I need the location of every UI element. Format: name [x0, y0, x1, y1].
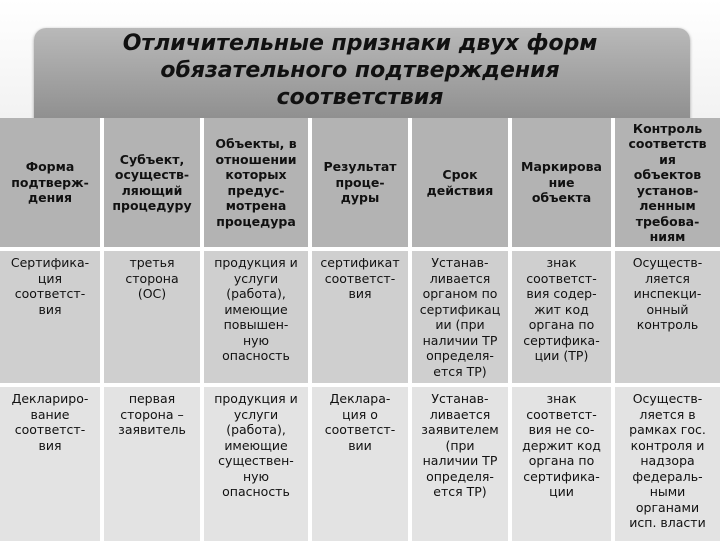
cell-line: Контроль — [632, 120, 703, 136]
table-cell — [510, 249, 613, 385]
cell-line: Субъект, — [119, 151, 185, 167]
cell-line: контроля и — [630, 437, 705, 453]
cell-line: осуществ- — [114, 167, 190, 182]
cell-line: ляется — [645, 270, 690, 286]
cell-line: вия — [38, 437, 62, 453]
table-cell — [202, 249, 310, 385]
cell-line: которых — [225, 167, 287, 182]
cell-line: ции — [549, 484, 574, 499]
header-cell — [613, 118, 720, 249]
cell-line: знак — [546, 391, 577, 406]
cell-line: ние — [548, 174, 575, 190]
cell-line: процедура — [216, 213, 296, 229]
cell-line: соответст- — [14, 286, 86, 301]
cell-line: жит код — [534, 301, 589, 317]
cell-line: проце- — [335, 174, 385, 190]
cell-line: сторона – — [120, 406, 184, 422]
cell-line: соответст- — [526, 270, 597, 286]
cell-line: вание — [30, 406, 70, 422]
cell-line: федераль- — [632, 468, 703, 484]
cell-line: соответст- — [526, 406, 597, 422]
cell-line: ляющий — [121, 182, 183, 198]
cell-line: первая — [128, 391, 176, 406]
cell-line: Устанав- — [431, 255, 489, 270]
cell-line: Маркирова — [521, 159, 602, 175]
cell-line: существен- — [218, 453, 294, 468]
cell-line: (ОС) — [137, 286, 167, 301]
cell-line: ется ТР) — [433, 484, 487, 499]
table-cell — [613, 249, 720, 385]
header-cell — [310, 118, 410, 249]
cell-line: сертифика- — [523, 332, 600, 348]
table-cell — [310, 249, 410, 385]
table-row — [0, 249, 720, 385]
cell-line: ция — [37, 270, 63, 286]
cell-line: (работа), — [226, 286, 286, 301]
cell-line: услуги — [233, 270, 279, 286]
table-cell — [613, 385, 720, 541]
header-cell — [102, 118, 202, 249]
cell-line: вия не со- — [528, 422, 595, 437]
cell-line: знак — [546, 255, 577, 270]
cell-line: продукция и — [214, 391, 298, 406]
cell-line: Деклариро- — [11, 391, 89, 406]
cell-line: сертификат — [320, 255, 400, 270]
cell-line: объекта — [531, 190, 592, 206]
header-cell — [510, 118, 613, 249]
cell-line: (работа), — [226, 422, 286, 437]
cell-line: контроль — [636, 317, 699, 332]
cell-line: сертифика- — [523, 468, 600, 484]
cell-line: органами — [635, 499, 700, 515]
cell-line: ется ТР) — [433, 363, 487, 379]
cell-line: Осуществ- — [632, 255, 703, 270]
table-row — [0, 385, 720, 541]
cell-line: ляется в — [639, 406, 696, 422]
cell-line: ную — [242, 468, 270, 484]
header-cell — [410, 118, 510, 249]
cell-line: органом по — [422, 286, 498, 301]
title-line-1: Отличительные признаки двух форм — [122, 31, 598, 56]
cell-line: ную — [242, 332, 270, 348]
cell-line: ливается — [429, 270, 491, 286]
slide-title — [60, 30, 660, 111]
cell-line: требова- — [635, 213, 700, 229]
cell-line: установ- — [636, 182, 699, 198]
cell-line: сторона — [125, 270, 179, 286]
cell-line: Сертифика- — [10, 255, 90, 270]
table-cell — [510, 385, 613, 541]
cell-line: соответств — [628, 136, 707, 151]
cell-line: Объекты, в — [215, 136, 297, 151]
cell-line: действия — [426, 182, 494, 198]
cell-line: Устанав- — [431, 391, 489, 406]
cell-line: соответст- — [14, 422, 86, 437]
cell-line: подтверж- — [11, 174, 89, 190]
cell-line: рамках гос. — [629, 422, 706, 437]
title-line-3: соответствия — [276, 85, 444, 110]
cell-line: органа по — [528, 453, 595, 468]
cell-line: (при — [445, 437, 475, 453]
cell-line: мотрена — [225, 198, 287, 213]
table-cell — [0, 385, 102, 541]
cell-line: сертификац — [419, 301, 501, 317]
table-cell — [102, 385, 202, 541]
table-cell — [0, 249, 102, 385]
cell-line: отношении — [215, 151, 297, 167]
table-cell — [310, 385, 410, 541]
cell-line: имеющие — [224, 437, 288, 453]
cell-line: предус- — [227, 182, 285, 198]
cell-line: дения — [28, 190, 72, 206]
cell-line: Осуществ- — [632, 391, 703, 406]
cell-line: Форма — [25, 159, 75, 175]
cell-line: Деклара- — [329, 391, 391, 406]
cell-line: ции (ТР) — [534, 348, 589, 363]
cell-line: имеющие — [224, 301, 288, 317]
table-cell — [102, 249, 202, 385]
cell-line: ленным — [639, 198, 696, 213]
cell-line: опасность — [222, 348, 290, 363]
table-cell — [202, 385, 310, 541]
cell-line: третья — [129, 255, 175, 270]
cell-line: держит код — [522, 437, 601, 453]
cell-line: определя- — [426, 468, 494, 484]
title-line-2: обязательного подтверждения — [160, 58, 560, 83]
cell-line: органа по — [528, 317, 595, 332]
cell-line: процедуру — [112, 198, 192, 213]
cell-line: определя- — [426, 348, 494, 363]
cell-line: инспекци- — [633, 286, 702, 301]
cell-line: вии — [348, 437, 372, 453]
header-cell — [0, 118, 102, 249]
cell-line: надзора — [640, 453, 695, 468]
cell-line: вия — [38, 301, 62, 317]
cell-line: ливается — [429, 406, 491, 422]
table-cell — [410, 385, 510, 541]
cell-line: вия — [348, 286, 372, 301]
cell-line: заявителем — [421, 422, 499, 437]
cell-line: онный — [646, 301, 689, 317]
cell-line: ниям — [649, 229, 686, 244]
cell-line: дуры — [340, 190, 380, 206]
cell-line: ия — [659, 151, 676, 167]
cell-line: наличии ТР — [422, 453, 498, 468]
header-cell — [202, 118, 310, 249]
cell-line: ными — [649, 484, 686, 499]
comparison-table — [0, 118, 720, 541]
cell-line: продукция и — [214, 255, 298, 270]
cell-line: повышен- — [223, 317, 289, 332]
cell-line: исп. власти — [629, 515, 706, 530]
cell-line: вия содер- — [526, 286, 597, 301]
cell-line: соответст- — [324, 270, 396, 286]
cell-line: опасность — [222, 484, 290, 499]
cell-line: объектов — [633, 167, 702, 182]
cell-line: наличии ТР — [422, 332, 498, 348]
cell-line: ии (при — [435, 317, 485, 332]
cell-line: соответст- — [324, 422, 396, 437]
header-row — [0, 118, 720, 249]
cell-line: ция о — [342, 406, 378, 422]
table-cell — [410, 249, 510, 385]
cell-line: Срок — [442, 167, 478, 182]
cell-line: Результат — [323, 159, 397, 175]
cell-line: услуги — [233, 406, 279, 422]
cell-line: заявитель — [118, 422, 186, 437]
